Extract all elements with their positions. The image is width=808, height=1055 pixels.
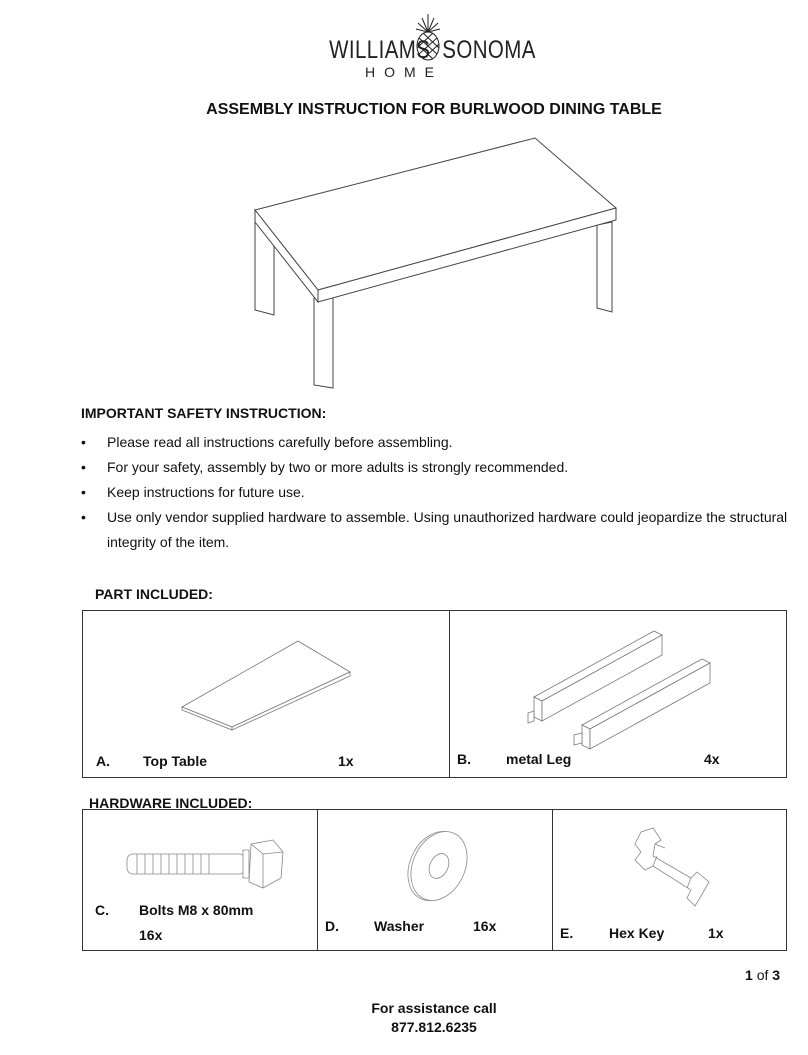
hardware-name: Washer [374,918,425,934]
bullet-icon: • [81,484,86,500]
table-top-illustration [180,639,352,729]
hardware-letter: D. [325,918,339,934]
metal-leg-illustration [524,629,724,753]
hardware-cell-e [552,809,787,951]
bullet-icon: • [81,434,86,450]
hardware-qty: 1x [708,925,724,941]
bullet-icon: • [81,509,86,525]
hardware-cell-d [317,809,553,951]
list-item: • Keep instructions for future use. [81,480,791,505]
bullet-icon: • [81,459,86,475]
hardware-letter: C. [95,902,109,918]
part-letter: B. [457,751,471,767]
hardware-name: Hex Key [609,925,665,941]
list-item: • Please read all instructions carefully before assembling. [81,430,791,455]
part-cell-a [82,610,450,778]
brand-logo [0,10,808,90]
assistance-label: For assistance call [371,1000,497,1016]
part-name: metal Leg [506,751,572,767]
brand-sub-word: HOME [365,64,443,80]
safety-heading: IMPORTANT SAFETY INSTRUCTION: [81,405,327,421]
list-item: • Use only vendor supplied hardware to assemble. Using unauthorized hardware could jeopardize the structural integrity of the item. [81,505,791,554]
part-cell-b [449,610,787,778]
list-item: • For your safety, assembly by two or more adults is strongly recommended. [81,455,791,480]
washer-icon [404,826,468,906]
hardware-letter: E. [560,925,574,941]
hardware-qty: 16x [139,927,163,943]
page-of: of [756,967,769,983]
part-qty: 1x [338,753,354,769]
pineapple-icon [411,12,445,64]
safety-list [81,430,791,555]
brand-left-word: WILLIAMS [329,36,431,64]
page-current: 1 [745,967,753,983]
part-letter: A. [96,753,110,769]
hex-key-icon [631,826,715,910]
bolt-icon [123,838,285,890]
page-number [745,967,780,983]
assistance-phone: 877.812.6235 [391,1019,477,1035]
brand-right-word: SONOMA [442,36,536,64]
dining-table-illustration [240,130,620,395]
page-title: ASSEMBLY INSTRUCTION FOR BURLWOOD DINING TABLE [206,101,662,118]
hardware-name: Bolts M8 x 80mm [139,902,254,918]
hardware-heading: HARDWARE INCLUDED: [89,795,253,811]
hardware-qty: 16x [473,918,497,934]
part-qty: 4x [704,751,720,767]
hardware-cell-c [82,809,318,951]
page-total: 3 [772,967,781,983]
part-name: Top Table [143,753,208,769]
parts-heading: PART INCLUDED: [95,586,213,602]
